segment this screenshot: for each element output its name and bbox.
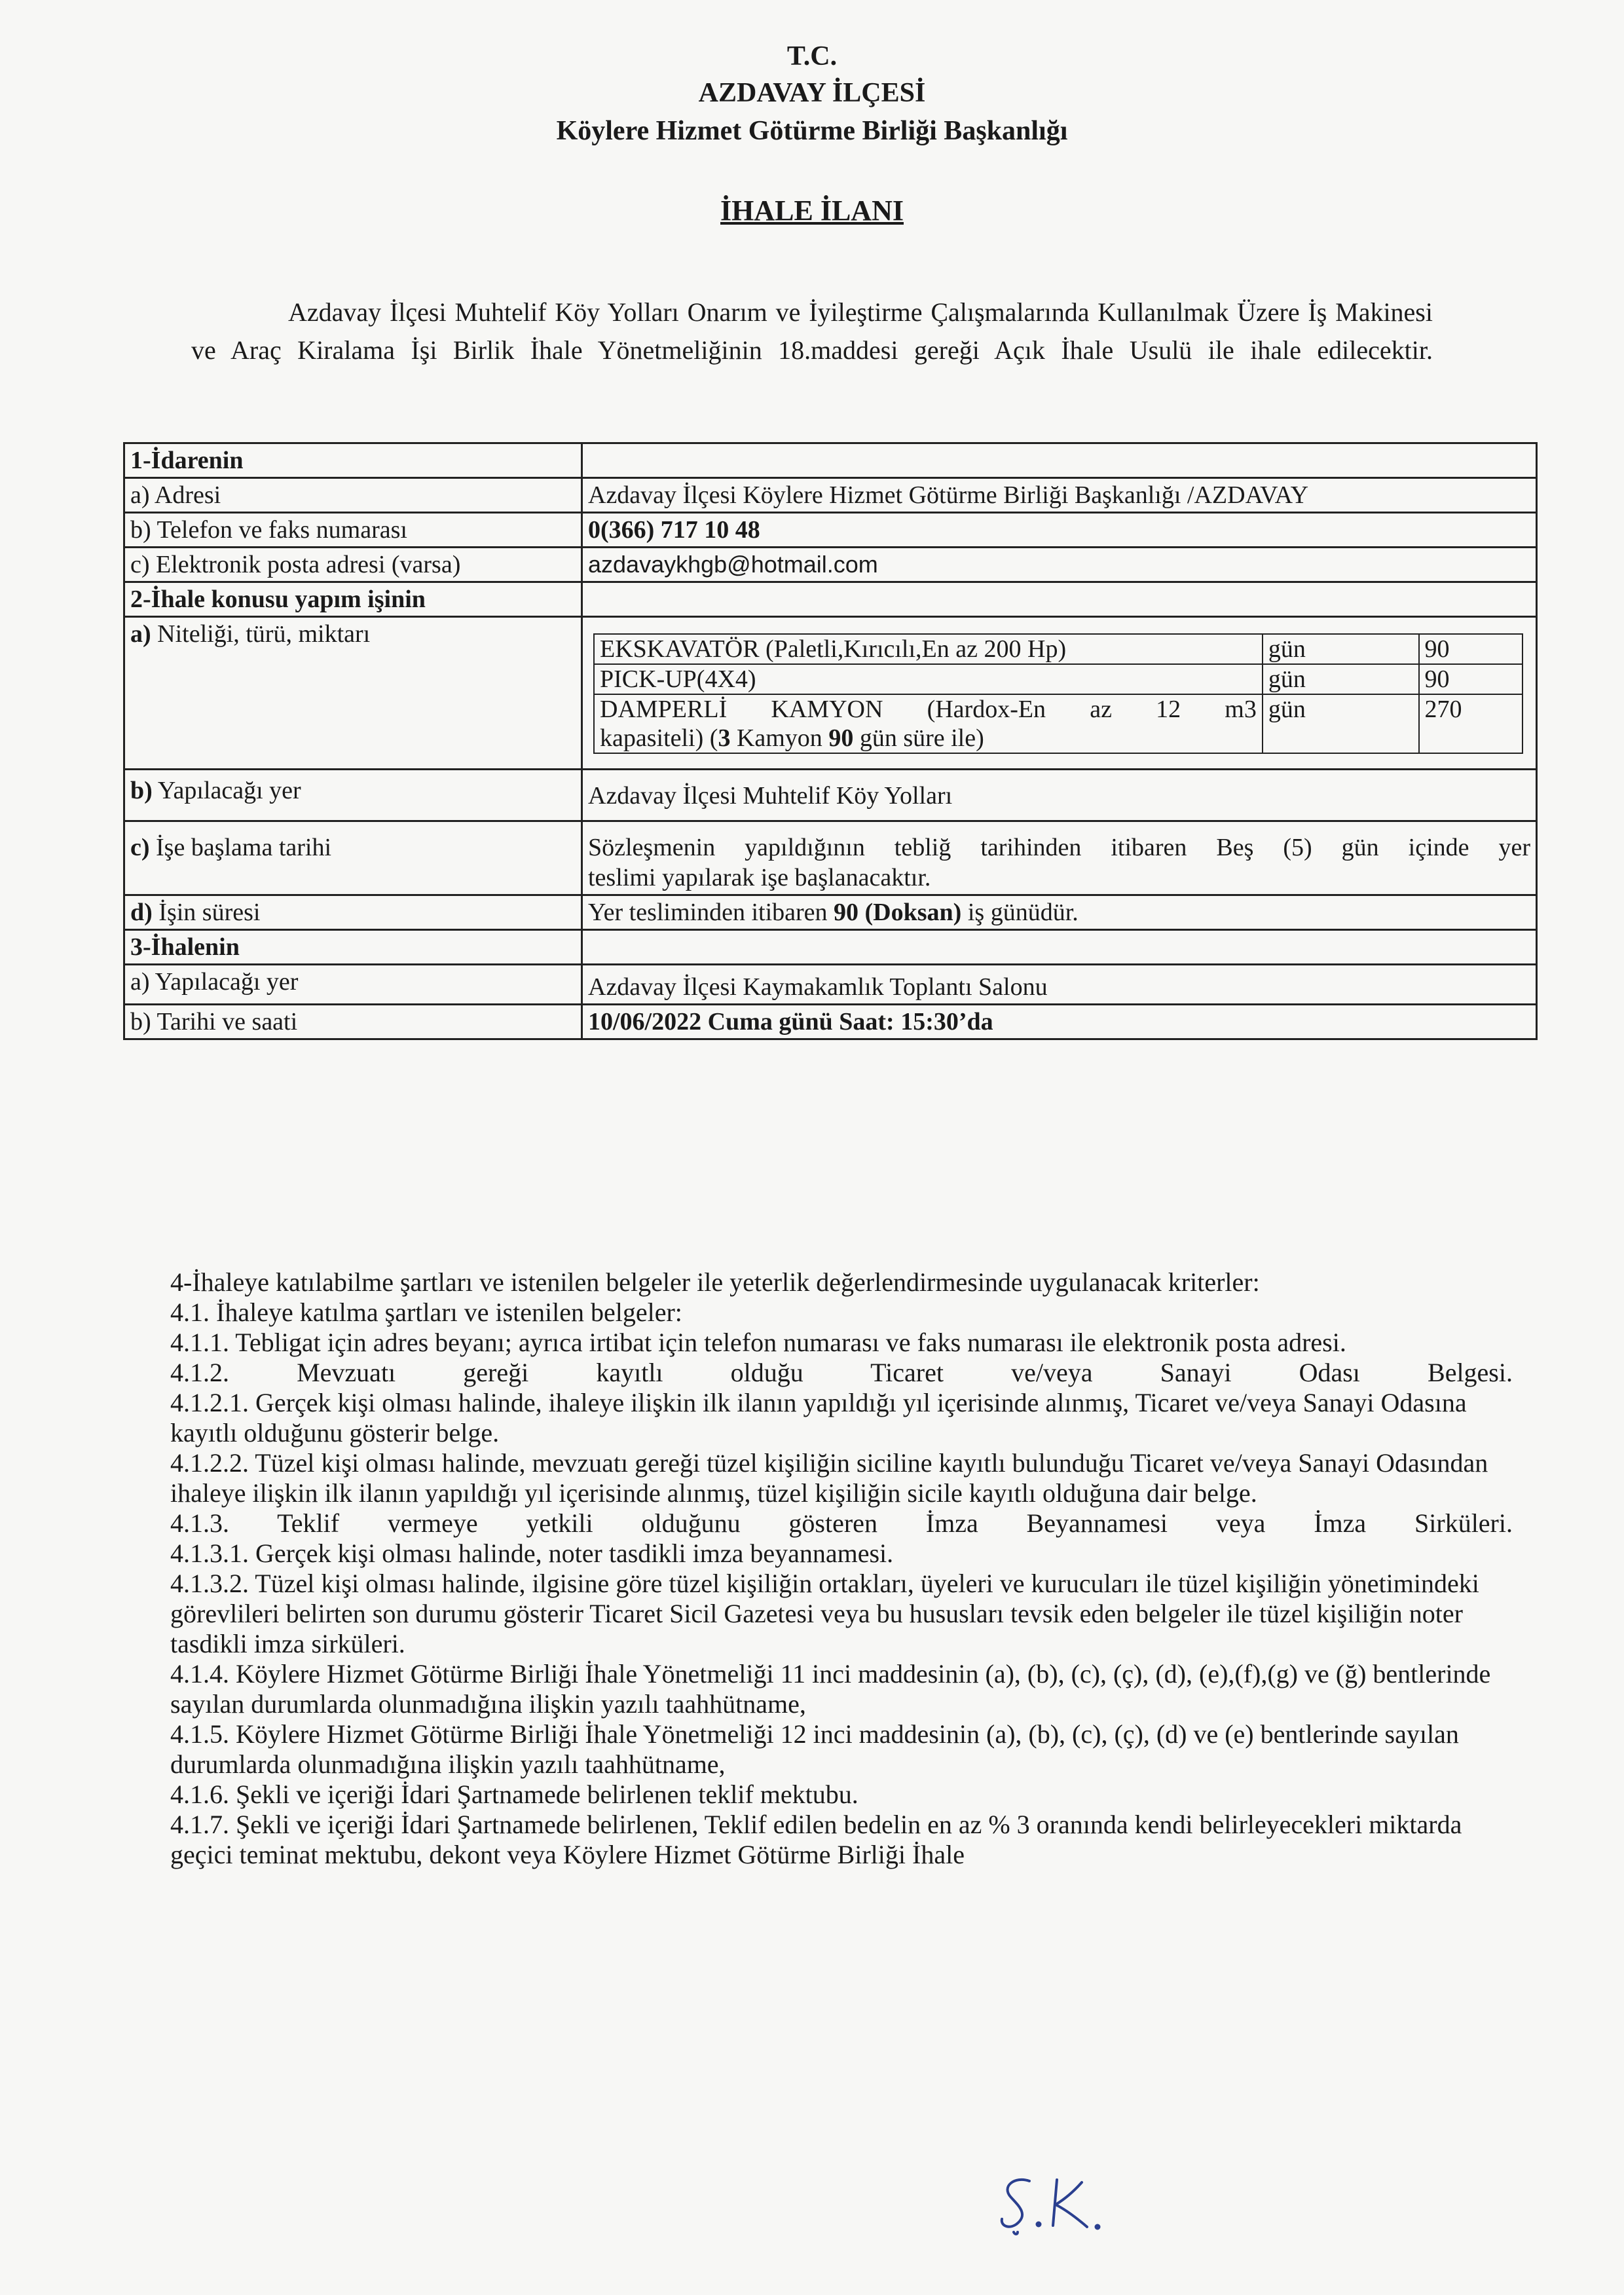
work-place-label: b) Yapılacağı yer — [124, 770, 582, 821]
quantity-cell — [582, 617, 1537, 770]
work-place-value: Azdavay İlçesi Muhtelif Köy Yolları — [582, 770, 1537, 821]
duration-label: d) İşin süresi — [124, 895, 582, 930]
item-qty: 90 — [1419, 634, 1522, 664]
paragraph: 4-İhaleye katılabilme şartları ve istenilen belgeler ile yeterlik değerlendirmesinde uygulanacak kriterler: — [170, 1267, 1260, 1297]
header-tc: T.C. — [786, 41, 838, 71]
requirements-text — [170, 1267, 1513, 1870]
header-institution: Köylere Hizmet Götürme Birliği Başkanlığı — [556, 116, 1068, 146]
email-label: c) Elektronik posta adresi (varsa) — [124, 548, 582, 582]
duration-value: Yer tesliminden itibaren 90 (Doksan) iş günüdür. — [582, 895, 1537, 930]
quantity-label: a) Niteliği, türü, miktarı — [124, 617, 582, 770]
paragraph: 4.1.5. Köylere Hizmet Götürme Birliği İhale Yönetmeliği 12 inci maddesinin (a), (b), (c), (ç), (d) ve (e) bentlerinde sayılan durumlarda olunmadığına ilişkin yazılı taahhütname, — [170, 1719, 1459, 1779]
paragraph: 4.1. İhaleye katılma şartları ve istenilen belgeler: — [170, 1297, 682, 1327]
paragraph: 4.1.4. Köylere Hizmet Götürme Birliği İhale Yönetmeliği 11 inci maddesinin (a), (b), (c), (ç), (d), (e),(f),(g) ve (ğ) bentlerinde sayılan durumlarda olunmadığına ilişkin yazılı taahhütname, — [170, 1659, 1491, 1719]
start-date-label: c) İşe başlama tarihi — [124, 821, 582, 895]
paragraph: 4.1.3.1. Gerçek kişi olması halinde, noter tasdikli imza beyannamesi. — [170, 1539, 894, 1568]
item-row — [594, 634, 1522, 664]
intro-paragraph: Azdavay İlçesi Muhtelif Köy Yolları Onarım ve İyileştirme Çalışmalarında Kullanılmak Üzere İş Makinesi ve Araç Kiralama İşi Birlik İhale Yönetmeliğinin 18.maddesi gereği Açık İhale Usulü ile ihale edilecektir. — [191, 297, 1433, 365]
phone-value: 0(366) 717 10 48 — [582, 513, 1537, 548]
document-title: İHALE İLANI — [720, 195, 904, 227]
item-unit: gün — [1263, 664, 1419, 694]
item-name: EKSKAVATÖR (Paletli,Kırıcılı,En az 200 Hp) — [594, 634, 1263, 664]
empty-cell — [582, 930, 1537, 965]
start-date-value: Sözleşmenin yapıldığının tebliğ tarihinden itibaren Beş (5) gün içinde yer teslimi yapılarak işe başlanacaktır. — [582, 821, 1537, 895]
paragraph: 4.1.2.2. Tüzel kişi olması halinde, mevzuatı gereği tüzel kişiliğin siciline kayıtlı bulunduğu Ticaret ve/veya Sanayi Odasından ihaleye ilişkin ilk ilanın yapıldığı yıl içerisinde alınmış, tüzel kişiliğin sicile kayıtlı olduğuna dair belge. — [170, 1448, 1488, 1508]
tender-place-value: Azdavay İlçesi Kaymakamlık Toplantı Salonu — [582, 965, 1537, 1005]
item-row — [594, 694, 1522, 753]
tender-date-label: b) Tarihi ve saati — [124, 1005, 582, 1039]
paragraph: 4.1.7. Şekli ve içeriği İdari Şartnamede belirlenen, Teklif edilen bedelin en az % 3 oranında kendi belirleyecekleri miktarda geçici teminat mektubu, dekont veya Köylere Hizmet Götürme Birliği İhale — [170, 1810, 1462, 1869]
item-row — [594, 664, 1522, 694]
item-name: PICK-UP(4X4) — [594, 664, 1263, 694]
section-3-heading: 3-İhalenin — [124, 930, 582, 965]
header-district: AZDAVAY İLÇESİ — [698, 78, 926, 108]
empty-cell — [582, 443, 1537, 478]
email-value: azdavaykhgb@hotmail.com — [582, 548, 1537, 582]
paragraph: 4.1.1. Tebligat için adres beyanı; ayrıca irtibat için telefon numarası ve faks numarası ile elektronik posta adresi. — [170, 1328, 1346, 1357]
section-1-heading: 1-İdarenin — [124, 443, 582, 478]
empty-cell — [582, 582, 1537, 617]
item-qty: 90 — [1419, 664, 1522, 694]
item-unit: gün — [1263, 694, 1419, 753]
address-label: a) Adresi — [124, 478, 582, 513]
items-table — [593, 633, 1523, 754]
tender-place-label: a) Yapılacağı yer — [124, 965, 582, 1005]
paragraph: 4.1.3. Teklif vermeye yetkili olduğunu gösteren İmza Beyannamesi veya İmza Sirküleri. — [170, 1508, 1513, 1538]
section-2-heading: 2-İhale konusu yapım işinin — [124, 582, 582, 617]
paragraph: 4.1.2. Mevzuatı gereği kayıtlı olduğu Ticaret ve/veya Sanayi Odası Belgesi. — [170, 1358, 1513, 1387]
phone-label: b) Telefon ve faks numarası — [124, 513, 582, 548]
tender-date-value: 10/06/2022 Cuma günü Saat: 15:30’da — [582, 1005, 1537, 1039]
item-qty: 270 — [1419, 694, 1522, 753]
paragraph: 4.1.2.1. Gerçek kişi olması halinde, ihaleye ilişkin ilk ilanın yapıldığı yıl içerisinde alınmış, Ticaret ve/veya Sanayi Odasına kayıtlı olduğunu gösterir belge. — [170, 1388, 1467, 1447]
paragraph: 4.1.6. Şekli ve içeriği İdari Şartnamede belirlenen teklif mektubu. — [170, 1780, 858, 1809]
tender-info-table — [123, 442, 1538, 1040]
item-name: DAMPERLİ KAMYON (Hardox-En az 12 m3 kapasiteli) (3 Kamyon 90 gün süre ile) — [594, 694, 1263, 753]
paragraph: 4.1.3.2. Tüzel kişi olması halinde, ilgisine göre tüzel kişiliğin ortakları, üyeleri ve kurucuları ile tüzel kişiliğin yönetimindeki görevlileri belirten son durumu gösterir Ticaret Sicil Gazetesi veya bu hususları tevsik eden belgeler ile tüzel kişiliğin noter tasdikli imza sirküleri. — [170, 1569, 1479, 1658]
handwritten-initials-signature — [989, 2161, 1133, 2240]
item-unit: gün — [1263, 634, 1419, 664]
address-value: Azdavay İlçesi Köylere Hizmet Götürme Birliği Başkanlığı /AZDAVAY — [582, 478, 1537, 513]
